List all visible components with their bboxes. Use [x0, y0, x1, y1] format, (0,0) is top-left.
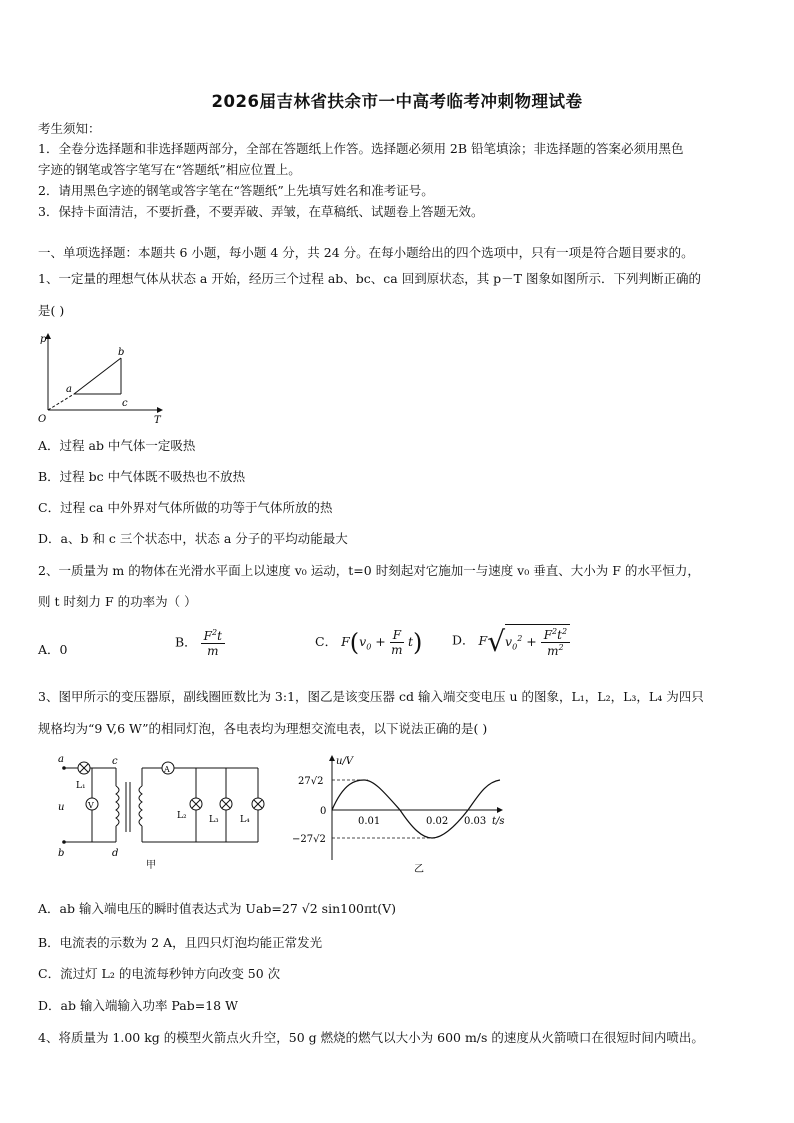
p-label: p: [40, 334, 47, 345]
wave-ymin-label: −27√2: [292, 834, 326, 845]
q2-stem-line1: 2、一质量为 m 的物体在光滑水平面上以速度 v₀ 运动，t=0 时刻起对它施加一与速度 v₀ 垂直、大小为 F 的水平恒力，: [38, 563, 700, 578]
lamp-l4-label: L₄: [240, 815, 250, 825]
graph-caption-yi: 乙: [414, 864, 424, 875]
terminal-a-label: a: [58, 754, 64, 765]
q3-option-a: A．ab 输入端电压的瞬时值表达式为 Uab=27 √2 sin100πt(V): [38, 901, 397, 916]
q3-stem-line1: 3、图甲所示的变压器原，副线圈匝数比为 3:1，图乙是该变压器 cd 输入端交变电压 u 的图象，L₁，L₂，L₃，L₄ 为四只: [38, 689, 704, 704]
q2-option-b: [175, 628, 225, 658]
q1-option-c: C．过程 ca 中外界对气体所做的功等于气体所放的热: [38, 500, 333, 515]
terminal-c-label: c: [112, 756, 118, 767]
point-b-label: b: [118, 347, 125, 358]
q1-option-b: B．过程 bc 中气体既不吸热也不放热: [38, 469, 246, 484]
q1-stem-line1: 1、一定量的理想气体从状态 a 开始，经历三个过程 ab、bc、ca 回到原状态，其 p－T 图象如图所示．下列判断正确的: [38, 271, 701, 286]
wave-x-label: t/s: [492, 816, 505, 827]
tick-0-03: 0.03: [464, 816, 487, 827]
terminal-d-label: d: [112, 848, 119, 859]
q2-option-d-label: D．: [452, 632, 475, 648]
notice-line-2: 字迹的钢笔或答字笔写在“答题纸”相应位置上。: [38, 162, 301, 177]
tick-0-02: 0.02: [426, 816, 449, 827]
q2-option-d: [452, 624, 570, 658]
q2-option-c-formula: $F(v_0$ + $\frac{F}{m}$ t): [341, 628, 423, 657]
wave-zero-label: 0: [320, 806, 327, 817]
point-c-label: c: [122, 398, 128, 409]
q3-wave-graph: [292, 752, 516, 876]
q2-option-a: A．0: [38, 642, 68, 657]
ammeter-icon: A: [164, 765, 170, 774]
point-a-label: a: [66, 384, 72, 395]
q1-option-a: A．过程 ab 中气体一定吸热: [38, 438, 196, 453]
voltage-u-label: u: [58, 802, 65, 813]
q2-stem-line2: 则 t 时刻力 F 的功率为（ ）: [38, 594, 197, 609]
lamp-l1-label: L₁: [76, 781, 86, 791]
terminal-b-label: b: [58, 848, 65, 859]
process-ab: [74, 358, 121, 394]
notice-line-4: 3．保持卡面清洁，不要折叠，不要弄破、弄皱，在草稿纸、试题卷上答题无效。: [38, 204, 484, 219]
exam-title: 2026届吉林省扶余市一中高考临考冲刺物理试卷: [211, 92, 583, 111]
q3-stem-line2: 规格均为“9 V,6 W”的相同灯泡，各电表均为理想交流电表，以下说法正确的是( ): [38, 721, 488, 736]
t-label: T: [154, 415, 161, 425]
q3-circuit-diagram: [50, 752, 286, 870]
notice-line-1: 1．全卷分选择题和非选择题两部分，全部在答题纸上作答。选择题必须用 2B 铅笔填涂；非选择题的答案必须用黑色: [38, 141, 684, 156]
q4-stem-line1: 4、将质量为 1.00 kg 的模型火箭点火升空，50 g 燃烧的燃气以大小为 600 m/s 的速度从火箭喷口在很短时间内喷出。: [38, 1030, 704, 1045]
q1-pt-graph: [36, 330, 166, 425]
tick-0-01: 0.01: [358, 816, 381, 827]
lamp-l3-label: L₃: [209, 815, 219, 825]
q2-option-c-label: C．: [315, 634, 338, 649]
q2-option-b-label: B．: [175, 634, 197, 650]
q1-stem-line2: 是( ): [38, 303, 65, 318]
q1-option-d: D．a、b 和 c 三个状态中，状态 a 分子的平均动能最大: [38, 531, 348, 546]
origin-label: O: [38, 414, 47, 425]
voltage-waveform: [332, 780, 500, 838]
section-heading: 一、单项选择题：本题共 6 小题，每小题 4 分，共 24 分。在每小题给出的四个选项中，只有一项是符合题目要求的。: [38, 245, 694, 260]
q2-option-d-formula: $F√v_0^2$ + $\frac{F^2t^2}{m^2}$: [479, 633, 571, 648]
voltmeter-icon: V: [88, 801, 94, 810]
q2-option-b-formula: $\frac{F^2t}{m}$: [201, 628, 225, 658]
diagram-caption-jia: 甲: [146, 860, 156, 870]
notice-heading: 考生须知：: [38, 121, 101, 136]
q3-option-b: B．电流表的示数为 2 A，且四只灯泡均能正常发光: [38, 935, 323, 950]
q3-option-d: D．ab 输入端输入功率 Pab=18 W: [38, 998, 238, 1013]
lamp-l2-label: L₂: [177, 811, 187, 821]
notice-line-3: 2．请用黑色字迹的钢笔或答字笔在“答题纸”上先填写姓名和准考证号。: [38, 183, 434, 198]
q2-option-c: [315, 628, 422, 657]
q3-option-c: C．流过灯 L₂ 的电流每秒钟方向改变 50 次: [38, 966, 281, 981]
wave-ymax-label: 27√2: [298, 776, 324, 787]
extension-line: [48, 394, 74, 410]
wave-y-label: u/V: [336, 756, 354, 767]
